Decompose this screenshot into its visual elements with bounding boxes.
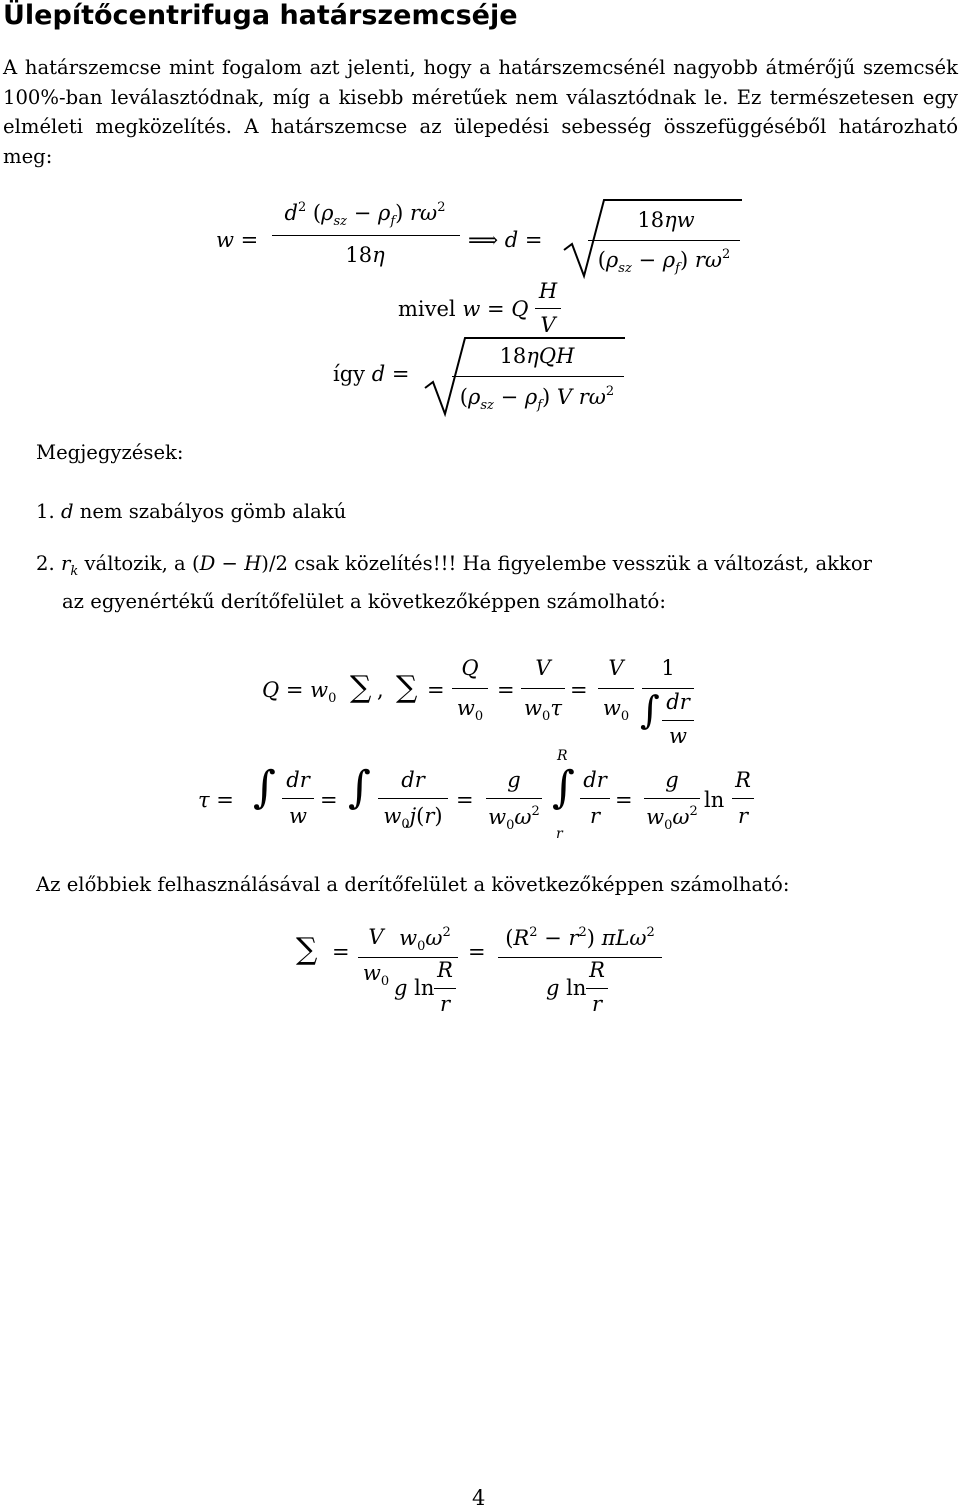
note-1: 1. d nem szabályos gömb alakú (36, 500, 347, 523)
page-title: Ülepítőcentrifuga határszemcséje (3, 0, 518, 31)
implies-arrow: ⟹ (468, 228, 499, 252)
conclusion-text: Az előbbiek felhasználásával a derítőfelület a következőképpen számolható: (36, 873, 790, 896)
note-2: 2. $r_k$ változik, a (D − H)/2 csak közelítés!!! Ha figyelembe vesszük a változást, akkor az egyenértékű derítőfelület a következőképpen számolható: (36, 552, 873, 613)
intro-paragraph: A határszemcse mint fogalom azt jelenti, hogy a határszemcsénél nagyobb átmérőjű szemcsék 100%-ban leválasztódnak, míg a kisebb méretűek nem választódnak le. Ez természetesen egy elméleti megközelítés. A határszemcse az ülepedési sebesség összefüggéséből határozható meg: (3, 56, 958, 168)
page-number: 4 (472, 1486, 486, 1510)
notes-heading: Megjegyzések: (36, 441, 184, 464)
